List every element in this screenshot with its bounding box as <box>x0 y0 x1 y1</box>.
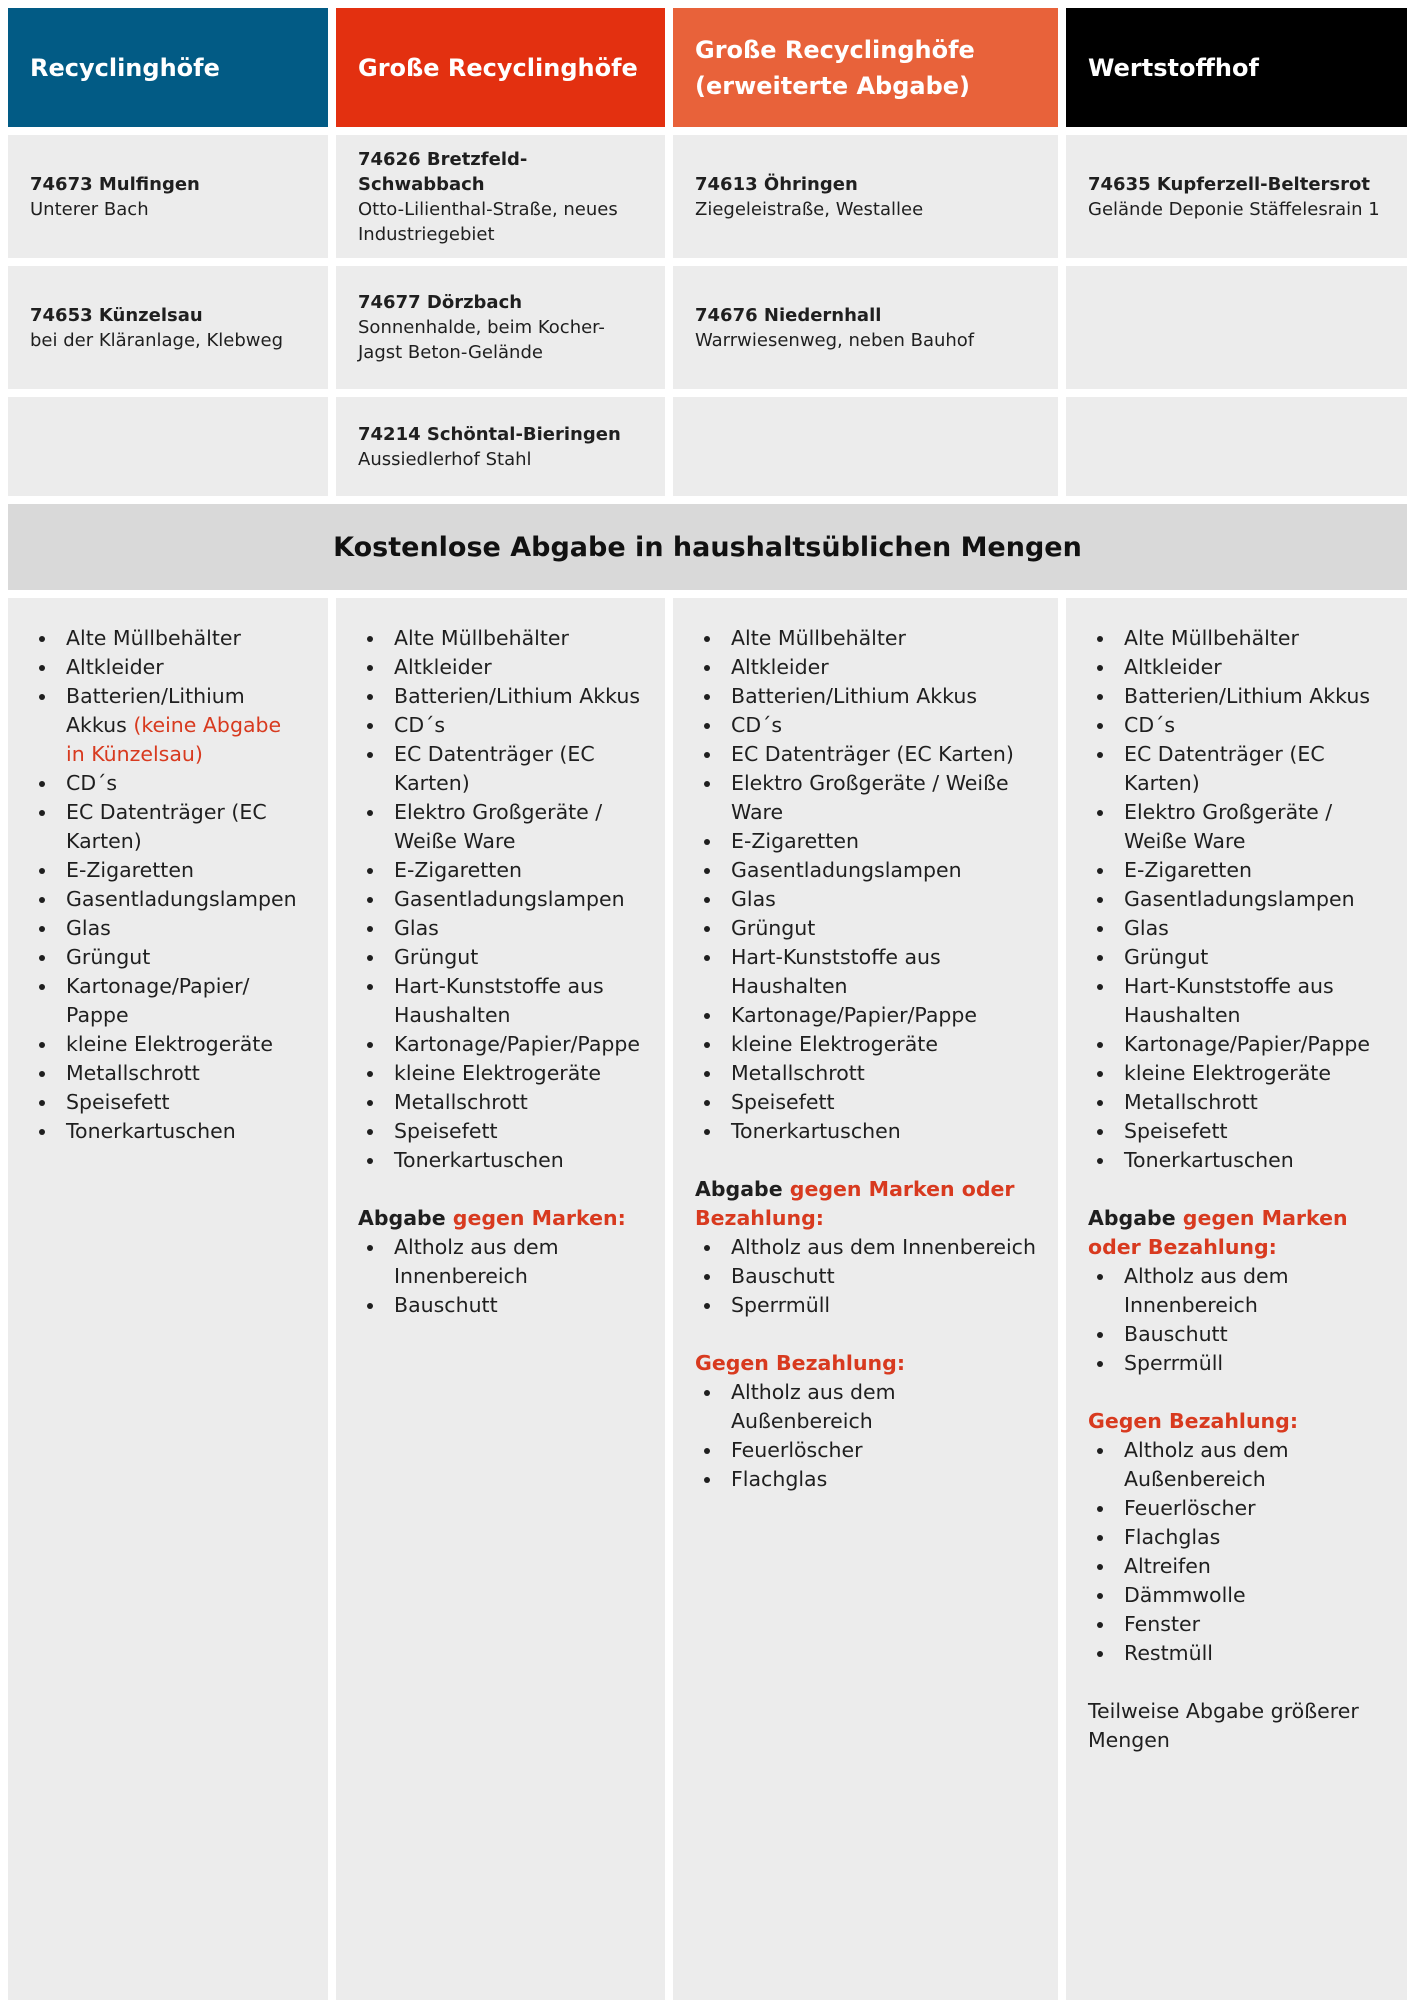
column-header-wertstoffhof: Wertstoffhof <box>1066 8 1407 127</box>
list-item: • Metallschrott <box>723 1059 1036 1088</box>
list-item: • Feuerlöscher <box>1116 1494 1385 1523</box>
list-item: • E-Zigaretten <box>723 827 1036 856</box>
materials-wertstoffhof <box>1066 598 1407 2000</box>
list-item: • CD´s <box>1116 711 1385 740</box>
marken-materials-list <box>358 1233 643 1320</box>
list-item: • Batterien/Lithium Akkus <box>386 682 643 711</box>
list-item: • Alte Müllbehälter <box>386 624 643 653</box>
list-item: • Altkleider <box>1116 653 1385 682</box>
location-oehringen <box>673 135 1058 258</box>
location-address: Aussiedlerhof Stahl <box>358 448 532 470</box>
location-town: 74626 Bretzfeld-Schwabbach <box>358 148 528 195</box>
location-town: 74613 Öhringen <box>695 173 858 195</box>
free-materials-list <box>695 624 1036 1146</box>
location-bretzfeld-schwabbach <box>336 135 665 258</box>
section-heading-bezahlung: Gegen Bezahlung: <box>695 1351 906 1375</box>
list-item: • E-Zigaretten <box>1116 856 1385 885</box>
section-heading-marken-oder-bezahlung: Abgabe gegen Marken oder Bezahlung: <box>1088 1206 1348 1259</box>
location-empty <box>1066 266 1407 389</box>
list-item: • Speisefett <box>1116 1117 1385 1146</box>
list-item: • Glas <box>723 885 1036 914</box>
location-town: 74676 Niedernhall <box>695 304 882 326</box>
location-address: Gelände Deponie Stäffelesrain 1 <box>1088 198 1380 220</box>
list-item: • Altholz aus dem Außenbereich <box>723 1378 1036 1436</box>
list-item: • EC Datenträger (EC Karten) <box>386 740 643 798</box>
list-item: • Batterien/Lithium Akkus <box>723 682 1036 711</box>
list-item: • kleine Elektrogeräte <box>723 1030 1036 1059</box>
free-materials-list <box>358 624 643 1175</box>
location-doerzbach <box>336 266 665 389</box>
list-item: • Speisefett <box>723 1088 1036 1117</box>
section-heading-marken: Abgabe gegen Marken: <box>358 1206 626 1230</box>
list-item: • Speisefett <box>58 1088 306 1117</box>
location-address: Ziegeleistraße, Westallee <box>695 198 924 220</box>
list-item: • EC Datenträger (EC Karten) <box>723 740 1036 769</box>
list-item: • kleine Elektrogeräte <box>58 1030 306 1059</box>
section-heading-bezahlung: Gegen Bezahlung: <box>1088 1409 1299 1433</box>
section-heading-marken-oder-bezahlung: Abgabe gegen Marken oder Bezahlung: <box>695 1177 1015 1230</box>
list-item: • Altholz aus dem Außenbereich <box>1116 1436 1385 1494</box>
location-niedernhall <box>673 266 1058 389</box>
list-item: • Grüngut <box>58 943 306 972</box>
list-item: • Sperrmüll <box>723 1291 1036 1320</box>
location-address: Warrwiesenweg, neben Bauhof <box>695 329 975 351</box>
free-disposal-banner: Kostenlose Abgabe in haushaltsüblichen Mengen <box>8 504 1407 590</box>
column-header-recyclinghoefe: Recyclinghöfe <box>8 8 328 127</box>
list-item: • Fenster <box>1116 1610 1385 1639</box>
list-item: • CD´s <box>386 711 643 740</box>
free-materials-list <box>30 624 306 1146</box>
paid-materials-list <box>1088 1436 1385 1668</box>
location-mulfingen <box>8 135 328 258</box>
column-header-grosse-recyclinghoefe-erweitert: Große Recyclinghöfe (erweiterte Abgabe) <box>673 8 1058 127</box>
list-item: • kleine Elektrogeräte <box>1116 1059 1385 1088</box>
list-item: • Altkleider <box>58 653 306 682</box>
marken-materials-list <box>1088 1262 1385 1378</box>
kuenzelsau-exception-note: (keine Abgabe in Künzelsau) <box>66 713 282 766</box>
list-item: • Altkleider <box>386 653 643 682</box>
list-item: • Sperrmüll <box>1116 1349 1385 1378</box>
list-item: • Kartonage/Papier/Pappe <box>1116 1030 1385 1059</box>
location-town: 74677 Dörzbach <box>358 292 523 313</box>
list-item: • Altreifen <box>1116 1552 1385 1581</box>
list-item: • Gasentladungslampen <box>723 856 1036 885</box>
list-item: • Metallschrott <box>386 1088 643 1117</box>
list-item: • EC Datenträger (EC Karten) <box>58 798 306 856</box>
list-item: • Batterien/Lithium Akkus <box>1116 682 1385 711</box>
list-item: • Tonerkartuschen <box>58 1117 306 1146</box>
list-item: • Restmüll <box>1116 1639 1385 1668</box>
materials-grosse-recyclinghoefe <box>336 598 665 2000</box>
list-item: • Tonerkartuschen <box>723 1117 1036 1146</box>
list-item: • E-Zigaretten <box>58 856 306 885</box>
list-item: • Grüngut <box>723 914 1036 943</box>
list-item: • E-Zigaretten <box>386 856 643 885</box>
location-address: Otto-Lilienthal-Straße, neues Industriegebiet <box>358 198 618 245</box>
list-item: • Elektro Großgeräte / Weiße Ware <box>723 769 1036 827</box>
list-item: • Kartonage/Papier/Pappe <box>386 1030 643 1059</box>
list-item: • Bauschutt <box>1116 1320 1385 1349</box>
list-item: • Altholz aus dem Innenbereich <box>723 1233 1036 1262</box>
marken-materials-list <box>695 1233 1036 1320</box>
location-address: bei der Kläranlage, Klebweg <box>30 329 284 351</box>
location-empty <box>1066 397 1407 496</box>
location-kupferzell-beltersrot <box>1066 135 1407 258</box>
list-item: • Altholz aus dem Innenbereich <box>386 1233 643 1291</box>
list-item: • CD´s <box>723 711 1036 740</box>
list-item: • Feuerlöscher <box>723 1436 1036 1465</box>
list-item: • Flachglas <box>1116 1523 1385 1552</box>
location-town: 74635 Kupferzell-Beltersrot <box>1088 173 1370 195</box>
column-header-grosse-recyclinghoefe: Große Recyclinghöfe <box>336 8 665 127</box>
list-item: • Glas <box>386 914 643 943</box>
list-item: • Altholz aus dem Innenbereich <box>1116 1262 1385 1320</box>
list-item: • Glas <box>58 914 306 943</box>
larger-quantities-note: Teilweise Abgabe größerer Mengen <box>1088 1699 1359 1752</box>
materials-grosse-recyclinghoefe-erweitert <box>673 598 1058 2000</box>
list-item: • Altkleider <box>723 653 1036 682</box>
location-town: 74653 Künzelsau <box>30 304 203 326</box>
list-item: • Hart-Kunststoffe aus Haushalten <box>723 943 1036 1001</box>
list-item: • Alte Müllbehälter <box>58 624 306 653</box>
list-item: • Kartonage/Papier/ Pappe <box>58 972 306 1030</box>
list-item: • Elektro Großgeräte / Weiße Ware <box>386 798 643 856</box>
list-item: • Alte Müllbehälter <box>723 624 1036 653</box>
list-item: • Grüngut <box>386 943 643 972</box>
list-item: • Metallschrott <box>58 1059 306 1088</box>
list-item: • Hart-Kunststoffe aus Haushalten <box>386 972 643 1030</box>
list-item: • CD´s <box>58 769 306 798</box>
location-address: Sonnenhalde, beim Kocher-Jagst Beton-Gelände <box>358 317 605 363</box>
list-item: • Gasentladungslampen <box>1116 885 1385 914</box>
list-item: • EC Datenträger (EC Karten) <box>1116 740 1385 798</box>
materials-recyclinghoefe <box>8 598 328 2000</box>
location-address: Unterer Bach <box>30 198 149 220</box>
location-schoental-bieringen <box>336 397 665 496</box>
list-item: • Kartonage/Papier/Pappe <box>723 1001 1036 1030</box>
list-item: • Gasentladungslampen <box>58 885 306 914</box>
list-item: • kleine Elektrogeräte <box>386 1059 643 1088</box>
list-item: • Tonerkartuschen <box>1116 1146 1385 1175</box>
list-item: • Tonerkartuschen <box>386 1146 643 1175</box>
list-item: • Dämmwolle <box>1116 1581 1385 1610</box>
list-item: • Batterien/Lithium Akkus (keine Abgabe in Künzelsau) <box>58 682 306 769</box>
list-item: • Metallschrott <box>1116 1088 1385 1117</box>
list-item: • Speisefett <box>386 1117 643 1146</box>
list-item: • Bauschutt <box>723 1262 1036 1291</box>
location-town: 74214 Schöntal-Bieringen <box>358 423 621 445</box>
free-materials-list <box>1088 624 1385 1175</box>
paid-materials-list <box>695 1378 1036 1494</box>
location-kuenzelsau <box>8 266 328 389</box>
list-item: • Glas <box>1116 914 1385 943</box>
location-empty <box>8 397 328 496</box>
list-item: • Alte Müllbehälter <box>1116 624 1385 653</box>
list-item: • Gasentladungslampen <box>386 885 643 914</box>
list-item: • Bauschutt <box>386 1291 643 1320</box>
list-item: • Flachglas <box>723 1465 1036 1494</box>
list-item: • Grüngut <box>1116 943 1385 972</box>
list-item: • Elektro Großgeräte / Weiße Ware <box>1116 798 1385 856</box>
location-town: 74673 Mulfingen <box>30 173 200 195</box>
location-empty <box>673 397 1058 496</box>
list-item: • Hart-Kunststoffe aus Haushalten <box>1116 972 1385 1030</box>
